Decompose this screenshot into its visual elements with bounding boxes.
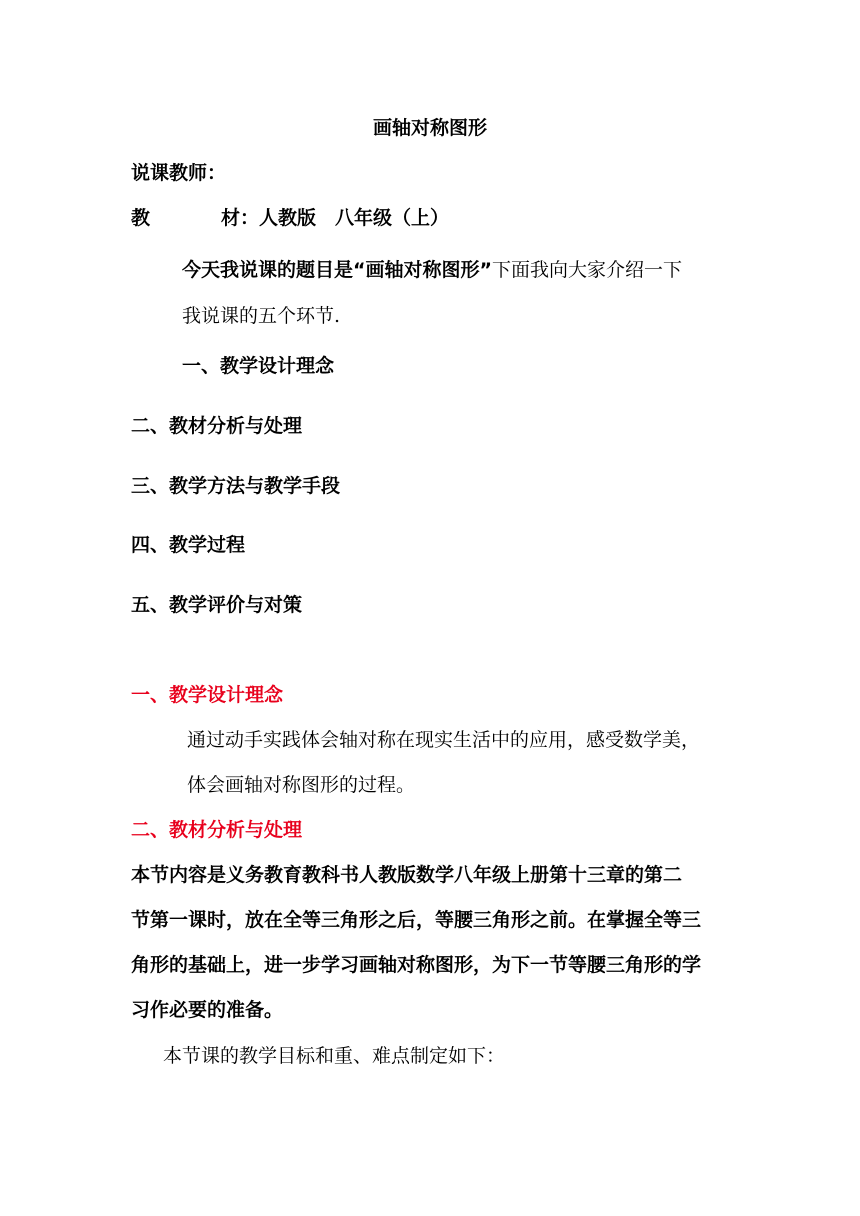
outline-item-5: 五、教学评价与对策 (131, 594, 303, 616)
intro-line-2: 我说课的五个环节. (182, 305, 341, 327)
outline-item-2: 二、教材分析与处理 (131, 415, 303, 437)
outline-item-1: 一、教学设计理念 (182, 355, 335, 377)
section2-goal-line: 本节课的教学目标和重、难点制定如下： (163, 1045, 506, 1067)
section2-heading: 二、教材分析与处理 (131, 819, 303, 841)
teacher-label: 说课教师： (131, 162, 227, 184)
intro-line-1-rest: 下面我向大家介绍一下 (491, 259, 682, 281)
material-label-value: 材：人教版 八年级（上） (221, 207, 450, 229)
section1-heading: 一、教学设计理念 (131, 684, 284, 706)
outline-item-3: 三、教学方法与教学手段 (131, 475, 341, 497)
outline-item-4: 四、教学过程 (131, 534, 246, 556)
section1-line-2: 体会画轴对称图形的过程。 (187, 774, 416, 796)
material-label-jiao: 教 (131, 207, 151, 229)
document-title: 画轴对称图形 (372, 117, 487, 139)
section2-paragraph-line-2: 节第一课时，放在全等三角形之后，等腰三角形之前。在掌握全等三 (131, 909, 702, 931)
section1-line-1: 通过动手实践体会轴对称在现实生活中的应用，感受数学美， (187, 729, 701, 751)
intro-line-1-bold: 今天我说课的题目是“画轴对称图形” (182, 259, 492, 281)
intro-line-1 (182, 257, 682, 283)
section2-paragraph-line-3: 角形的基础上，进一步学习画轴对称图形，为下一节等腰三角形的学 (131, 954, 702, 976)
section2-paragraph-line-1: 本节内容是义务教育教科书人教版数学八年级上册第十三章的第二 (131, 864, 683, 886)
section2-paragraph-line-4: 习作必要的准备。 (131, 999, 284, 1021)
